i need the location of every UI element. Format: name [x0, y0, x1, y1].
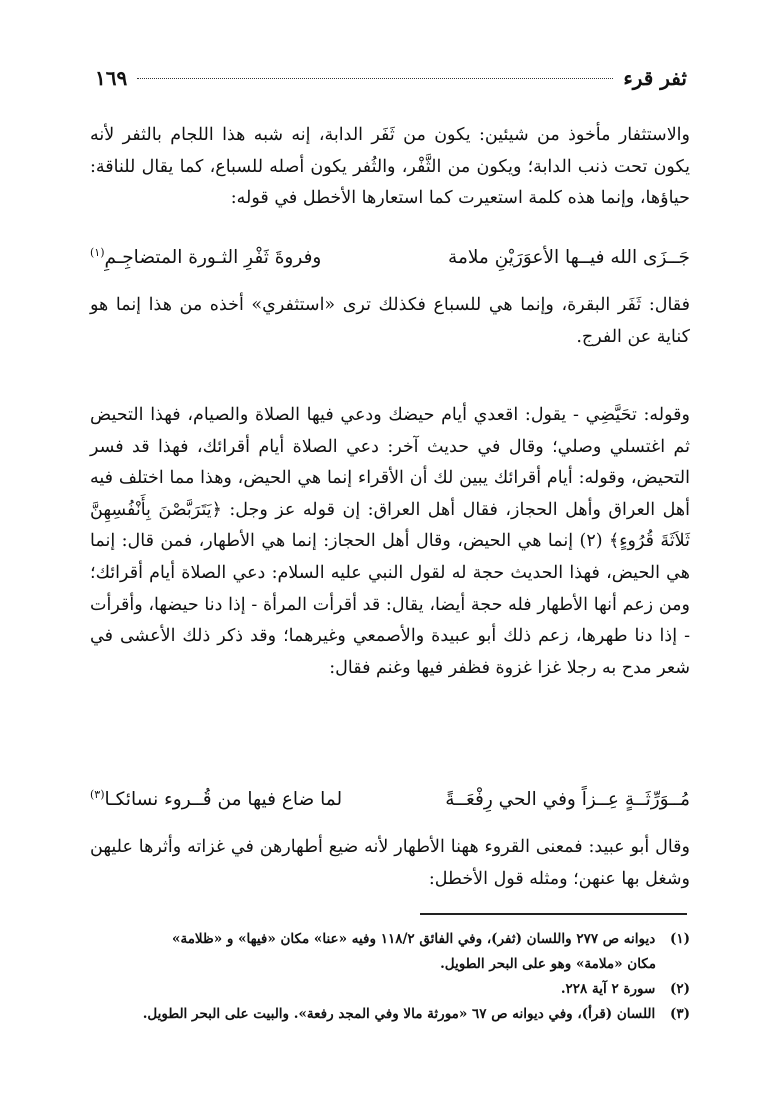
footnote-3	[90, 1003, 690, 1025]
paragraph-4-text: وقال أبو عبيد: فمعنى القروء ههنا الأطهار لأنه ضيع أطهارهن في غزاته وأثرها عليهن وشغل بها عنهن؛ ومثله قول الأخطل:	[90, 837, 690, 889]
footnote-1-continuation	[90, 953, 690, 975]
verse-1	[90, 240, 690, 274]
paragraph-2	[90, 290, 690, 353]
footnote-text: اللسان (قرأ)، وفي ديوانه ص ٦٧ «مورثة مالا وفي المجد رفعة». والبيت على البحر الطويل.	[142, 1006, 656, 1022]
verse-1-second-hemistich	[90, 246, 321, 268]
header-title: ثفر قرء	[623, 66, 687, 90]
verse-2-first-hemistich	[445, 789, 690, 810]
footnote-ref-1: (١)	[90, 245, 105, 259]
footnotes	[90, 928, 690, 1028]
footnote-text: ديوانه ص ٢٧٧ واللسان (ثفر)، وفي الفائق ١١٨/٢ وفيه «عنا» مكان «فيها» و «ظلامة»	[172, 931, 656, 947]
header-dotted-rule	[137, 78, 613, 79]
paragraph-2-text: فقال: ثَفَر البقرة، وإنما هي للسباع فكذلك ترى «استثفري» أخذه من هذا إنما هو كناية عن الفرج.	[90, 295, 690, 347]
running-header	[95, 64, 687, 92]
footnote-1	[90, 928, 690, 950]
footnote-text: سورة ٢ آية ٢٢٨.	[560, 981, 656, 997]
footnote-separator	[420, 913, 687, 915]
paragraph-3-text: وقوله: تحَيَّضِي - يقول: اقعدي أيام حيضك ودعي فيها الصلاة والصيام، فهذا التحيض ثم اغتسلي وصلي؛ وقال في حديث آخر: دعي الصلاة أيام أقرائك، فهذا قد فسر التحيض، وقوله: أيام أقرائك يبين لك أن الأقراء إنما هي الحيض، وهذا مما اختلف فيه أهل العراق وأهل الحجاز، فقال أهل العراق: إن قوله عز وجل: ﴿يَتَرَبَّصْنَ بِأَنْفُسِهِنَّ ثَلاَثَةَ قُرُوءٍ﴾ (٢) إنما هي الحيض، وقال أهل الحجاز: إنما هي الأطهار، فمن قال: إنما هي الحيض، فهذا الحديث حجة له لقول النبي عليه السلام: دعي الصلاة أيام أقرائك؛ ومن زعم أنها الأطهار فله حجة أيضا، يقال: قد أقرأت المرأة - إذا دنا حيضها، وأقرأت - إذا دنا طهرها، زعم ذلك أبو عبيدة والأصمعي وغيرهما؛ وقد ذكر ذلك الأعشى في شعر مدح به رجلا غزا غزوة فظفر فيها وغنم فقال:	[90, 405, 690, 678]
footnote-number: (١)	[669, 931, 690, 947]
verse-1-first-hemistich	[448, 247, 690, 268]
paragraph-3	[90, 400, 690, 684]
footnote-number: (٢)	[669, 981, 690, 997]
page-number: ١٦٩	[95, 66, 128, 90]
verse-2-second-text: لما ضاع فيها من قُــروء نسائكـا	[104, 789, 343, 811]
paragraph-1	[90, 120, 690, 215]
footnote-text: مكان «ملامة» وهو على البحر الطويل.	[440, 956, 656, 972]
paragraph-1-text: والاستثفار مأخوذ من شيئين: يكون من ثَفَر الدابة، إنه شبه هذا اللجام بالثفر لأنه يكون تحت ذنب الدابة؛ ويكون من الثَّفْر، والثُفر يكون أصله للسباع، كما يقال للناقة: حياؤها، وإنما هذه كلمة استعيرت كما استعارها الأخطل في قوله:	[90, 125, 690, 209]
footnote-ref-3: (٣)	[90, 787, 105, 801]
verse-2-first-text: مُــوَرِّثَــةٍ عِــزاً وفي الحي رِفْعَــةً	[445, 788, 690, 810]
paragraph-4	[90, 832, 690, 895]
verse-1-second-text: وفروةَ ثَفْرِ الثـورة المتضاجِـمِ	[104, 247, 322, 269]
verse-2-second-hemistich	[90, 788, 342, 810]
footnote-2	[90, 978, 690, 1000]
verse-2	[90, 782, 690, 816]
verse-1-first-text: جَــزَى الله فيــها الأعوَرَيْنِ ملامة	[448, 246, 690, 268]
footnote-number: (٣)	[669, 1006, 690, 1022]
